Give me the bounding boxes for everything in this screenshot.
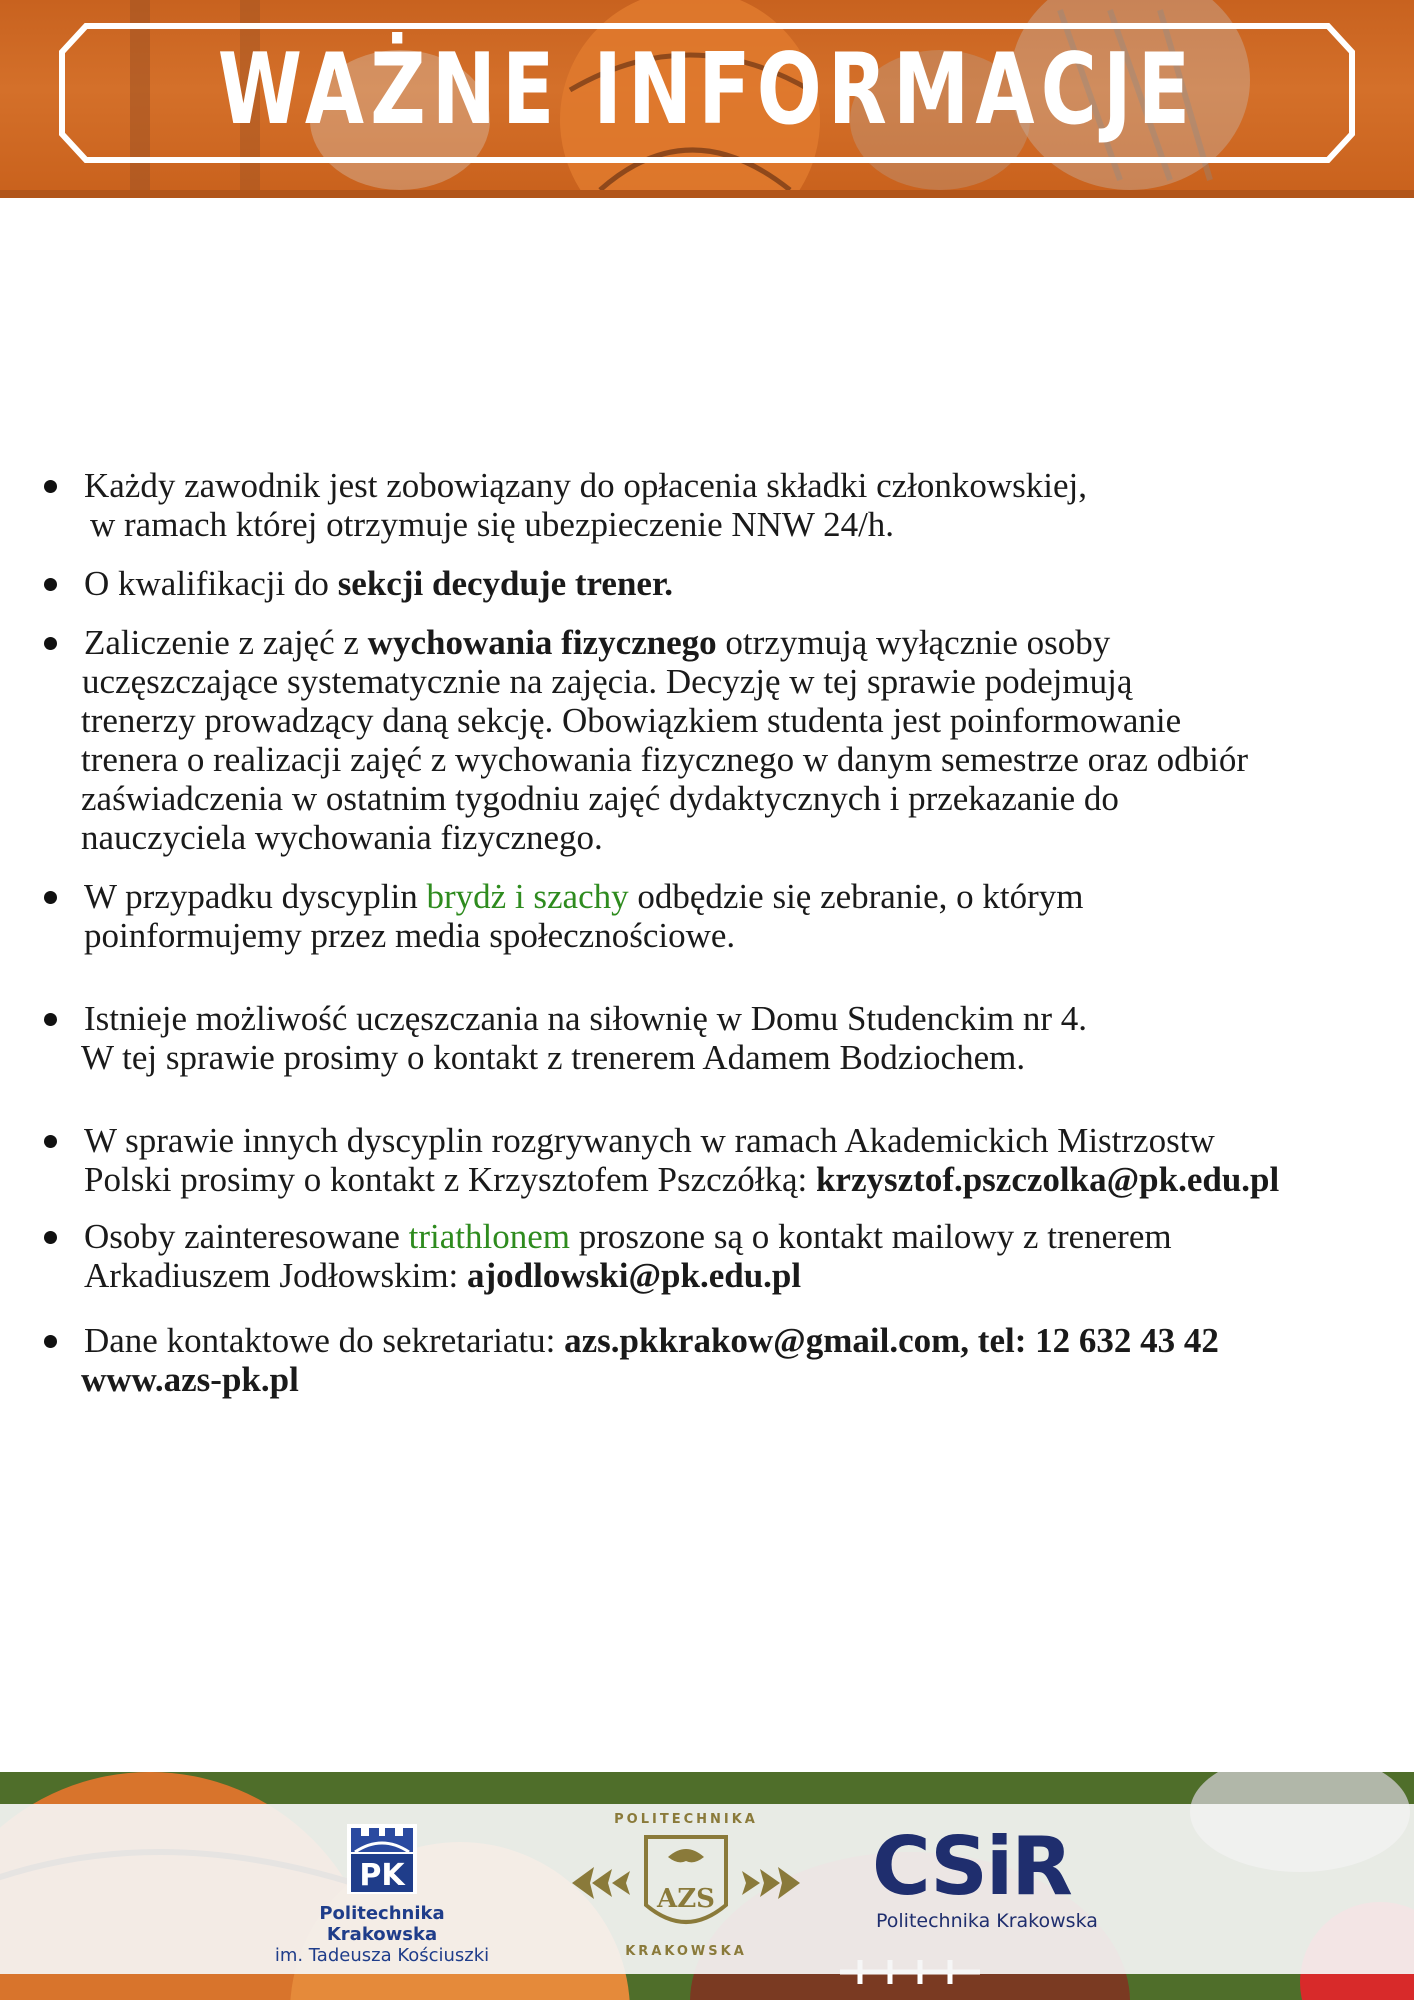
text-span: nauczyciela wychowania fizycznego. bbox=[81, 818, 603, 857]
pk-subtitle: im. Tadeusza Kościuszki bbox=[274, 1945, 490, 1966]
header-banner bbox=[0, 0, 1414, 198]
text-span: uczęszczające systematycznie na zajęcia. Decyzję w tej sprawie podejmują bbox=[82, 662, 1133, 701]
item-line bbox=[81, 1038, 1410, 1077]
information-list bbox=[40, 466, 1410, 1399]
text-span: W sprawie innych dyscyplin rozgrywanych w ramach Akademickich Mistrzostw bbox=[84, 1121, 1215, 1160]
bullet-icon bbox=[44, 637, 57, 650]
item-line bbox=[84, 1256, 1410, 1295]
list-item bbox=[40, 877, 1410, 955]
item-line bbox=[84, 1160, 1410, 1199]
text-span: Każdy zawodnik jest zobowiązany do opłacenia składki członkowskiej, bbox=[84, 466, 1088, 505]
text-span: O kwalifikacji do bbox=[84, 564, 338, 603]
pk-emblem-icon bbox=[345, 1822, 419, 1896]
list-item bbox=[40, 1321, 1410, 1399]
item-line bbox=[84, 1321, 1410, 1360]
text-span: poinformujemy przez media społecznościowe. bbox=[84, 916, 736, 955]
text-span: trenerzy prowadzący daną sekcję. Obowiązkiem studenta jest poinformowanie bbox=[81, 701, 1182, 740]
csir-mark: CSiR bbox=[872, 1820, 1071, 1913]
text-span: proszone są o kontakt mailowy z trenerem bbox=[569, 1217, 1172, 1256]
bullet-icon bbox=[44, 578, 57, 591]
azs-mark: AZS bbox=[657, 1884, 715, 1914]
list-item bbox=[40, 623, 1410, 857]
bullet-icon bbox=[44, 1135, 57, 1148]
list-item bbox=[40, 1217, 1410, 1295]
text-span: Istnieje możliwość uczęszczania na siłownię w Domu Studenckim nr 4. bbox=[84, 999, 1088, 1038]
bold-text: www.azs-pk.pl bbox=[81, 1360, 299, 1399]
bullet-icon bbox=[44, 1335, 57, 1348]
item-line bbox=[81, 779, 1410, 818]
bullet-icon bbox=[44, 1013, 57, 1026]
text-span: W przypadku dyscyplin bbox=[84, 877, 427, 916]
item-line bbox=[81, 1360, 1410, 1399]
bullet-icon bbox=[44, 1231, 57, 1244]
bullet-icon bbox=[44, 891, 57, 904]
footer-banner bbox=[0, 1772, 1414, 2000]
text-span: w ramach której otrzymuje się ubezpieczenie NNW 24/h. bbox=[90, 505, 895, 544]
bullet-icon bbox=[44, 480, 57, 493]
item-line bbox=[84, 1217, 1410, 1256]
item-line bbox=[82, 662, 1410, 701]
text-span: Zaliczenie z zajęć z bbox=[84, 623, 368, 662]
azs-emblem-icon bbox=[568, 1827, 804, 1939]
bold-text: azs.pkkrakow@gmail.com, tel: 12 632 43 42 bbox=[564, 1321, 1219, 1360]
politechnika-krakowska-logo bbox=[262, 1822, 502, 1972]
text-span: W tej sprawie prosimy o kontakt z trenerem Adamem Bodziochem. bbox=[81, 1038, 1026, 1077]
azs-bottom-text: KRAKOWSKA bbox=[625, 1944, 747, 1959]
text-span: Arkadiuszem Jodłowskim: bbox=[84, 1256, 468, 1295]
text-span: Polski prosimy o kontakt z Krzysztofem Pszczółką: bbox=[84, 1160, 816, 1199]
item-line bbox=[84, 916, 1410, 955]
list-item bbox=[40, 466, 1410, 544]
item-line bbox=[81, 701, 1410, 740]
item-line bbox=[84, 564, 1410, 603]
list-item bbox=[40, 999, 1410, 1077]
list-item bbox=[40, 564, 1410, 603]
text-span: Osoby zainteresowane bbox=[84, 1217, 409, 1256]
item-line bbox=[81, 740, 1410, 779]
item-line bbox=[90, 505, 1410, 544]
bold-text: sekcji decyduje trener. bbox=[337, 564, 674, 603]
csir-subtitle: Politechnika Krakowska bbox=[876, 1910, 1098, 1932]
azs-logo bbox=[568, 1812, 804, 1972]
bold-text: ajodlowski@pk.edu.pl bbox=[467, 1256, 802, 1295]
azs-top-text: POLITECHNIKA bbox=[614, 1812, 758, 1827]
pk-name: Politechnika Krakowska bbox=[319, 1903, 445, 1945]
pk-mark: PK bbox=[359, 1858, 405, 1893]
csir-logo bbox=[872, 1820, 1112, 1964]
bold-text: wychowania fizycznego bbox=[367, 623, 717, 662]
item-line bbox=[81, 818, 1410, 857]
item-line bbox=[84, 623, 1410, 662]
highlight-text: brydż i szachy bbox=[426, 877, 629, 916]
text-span: zaświadczenia w ostatnim tygodniu zajęć dydaktycznych i przekazanie do bbox=[81, 779, 1119, 818]
bold-text: krzysztof.pszczolka@pk.edu.pl bbox=[815, 1160, 1280, 1199]
highlight-text: triathlonem bbox=[408, 1217, 570, 1256]
item-line bbox=[84, 1121, 1410, 1160]
text-span: Dane kontaktowe do sekretariatu: bbox=[84, 1321, 565, 1360]
item-line bbox=[84, 999, 1410, 1038]
text-span: odbędzie się zebranie, o którym bbox=[628, 877, 1084, 916]
text-span: trenera o realizacji zajęć z wychowania fizycznego w danym semestrze oraz odbiór bbox=[81, 740, 1249, 779]
item-line bbox=[84, 877, 1410, 916]
page-title: WAŻNE INFORMACJE bbox=[217, 33, 1197, 147]
text-span: otrzymują wyłącznie osoby bbox=[716, 623, 1111, 662]
list-item bbox=[40, 1121, 1410, 1199]
item-line bbox=[84, 466, 1410, 505]
